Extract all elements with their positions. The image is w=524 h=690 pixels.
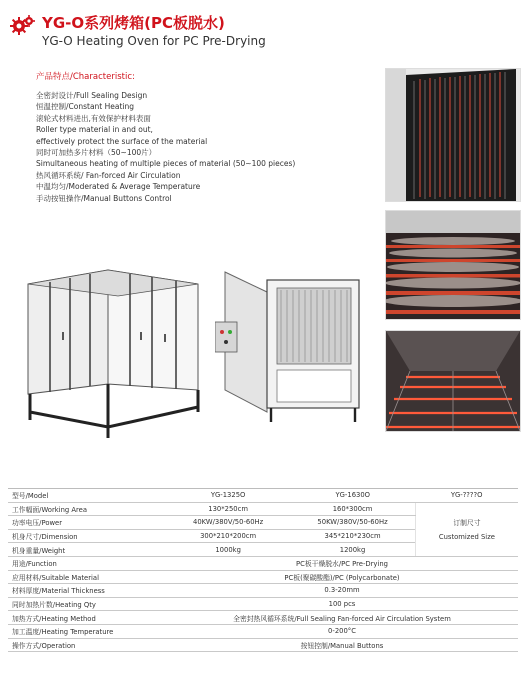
spec-value: 0-200°C xyxy=(166,624,518,638)
table-row xyxy=(8,638,518,652)
table-row xyxy=(8,556,518,570)
spec-value: 0.3-20mm xyxy=(166,584,518,598)
oven-machine-large xyxy=(20,262,210,440)
custom-size-cell xyxy=(415,502,518,556)
spec-label: 材料厚度/Material Thickness xyxy=(8,584,166,598)
spec-label: 工作幅面/Working Area xyxy=(8,502,166,516)
spec-label: 机身重量/Weight xyxy=(8,543,166,557)
spec-label: 应用材料/Suitable Material xyxy=(8,570,166,584)
table-row xyxy=(8,502,518,516)
feature-line: Roller type material in and out, xyxy=(36,125,153,135)
spec-value: 50KW/380V/50-60Hz xyxy=(290,516,415,530)
spec-value: 1200kg xyxy=(290,543,415,557)
page-header xyxy=(6,8,518,60)
spec-value: 1000kg xyxy=(166,543,290,557)
custom-size-zh: 订制尺寸 xyxy=(453,519,481,528)
spec-value: 160*300cm xyxy=(290,502,415,516)
spec-value: 40KW/380V/50-60Hz xyxy=(166,516,290,530)
page-subtitle: YG-O Heating Oven for PC Pre-Drying xyxy=(42,34,266,48)
spec-value: PC板(聚碳酸酯)/PC (Polycarbonate) xyxy=(166,570,518,584)
features-heading: 产品特点/Characteristic: xyxy=(36,72,135,82)
oven-machine-open xyxy=(215,262,375,424)
feature-line: 全密封设计/Full Sealing Design xyxy=(36,91,148,100)
spec-label: 加热方式/Heating Method xyxy=(8,611,166,625)
table-row xyxy=(8,570,518,584)
table-row xyxy=(8,624,518,638)
spec-label: 机身尺寸/Dimension xyxy=(8,529,166,543)
page-title: YG-O系列烤箱(PC板脱水) xyxy=(42,14,225,32)
spec-label: 加工温度/Heating Temperature xyxy=(8,624,166,638)
table-row xyxy=(8,611,518,625)
spec-value: YG-????O xyxy=(415,489,518,503)
feature-line: 中温均匀/Moderated & Average Temperature xyxy=(36,182,201,192)
feature-line: 同时可加热多片材料（50~100片） xyxy=(36,148,157,158)
feature-line: 滚轮式材料进出,有效保护材料表面 xyxy=(36,113,151,123)
feature-line: Simultaneous heating of multiple pieces of material (50~100 pieces) xyxy=(36,159,296,169)
spec-value: PC板干燥脱水/PC Pre-Drying xyxy=(166,556,518,570)
heating-element-photo xyxy=(385,330,521,432)
spec-value: YG-1325O xyxy=(166,489,290,503)
spec-label: 功率电压/Power xyxy=(8,516,166,530)
table-row xyxy=(8,489,518,503)
spec-value: 130*250cm xyxy=(166,502,290,516)
spec-label: 型号/Model xyxy=(8,489,166,503)
spec-value: 300*210*200cm xyxy=(166,529,290,543)
spec-label: 操作方式/Operation xyxy=(8,638,166,652)
spec-label: 同时加热片数/Heating Qty xyxy=(8,597,166,611)
oven-interior-photo xyxy=(385,68,521,202)
spec-table xyxy=(8,488,518,652)
spec-value: 100 pcs xyxy=(166,597,518,611)
feature-line: 手动按钮操作/Manual Buttons Control xyxy=(36,193,172,203)
spec-value: YG-1630O xyxy=(290,489,415,503)
feature-line: 热风循环系统/ Fan-forced Air Circulation xyxy=(36,170,181,180)
table-row xyxy=(8,584,518,598)
spec-value: 全密封热风循环系统/Full Sealing Fan-forced Air Circulation System xyxy=(166,611,518,625)
spec-value: 按钮控制/Manual Buttons xyxy=(166,638,518,652)
custom-size-en: Customized Size xyxy=(438,533,495,542)
feature-line: 恒温控制/Constant Heating xyxy=(36,102,135,112)
gears-icon xyxy=(10,14,36,36)
feature-line: effectively protect the surface of the material xyxy=(36,136,208,146)
spec-value: 345*210*230cm xyxy=(290,529,415,543)
features-list xyxy=(36,70,366,204)
spec-label: 用途/Function xyxy=(8,556,166,570)
roller-photo xyxy=(385,210,521,320)
table-row xyxy=(8,597,518,611)
